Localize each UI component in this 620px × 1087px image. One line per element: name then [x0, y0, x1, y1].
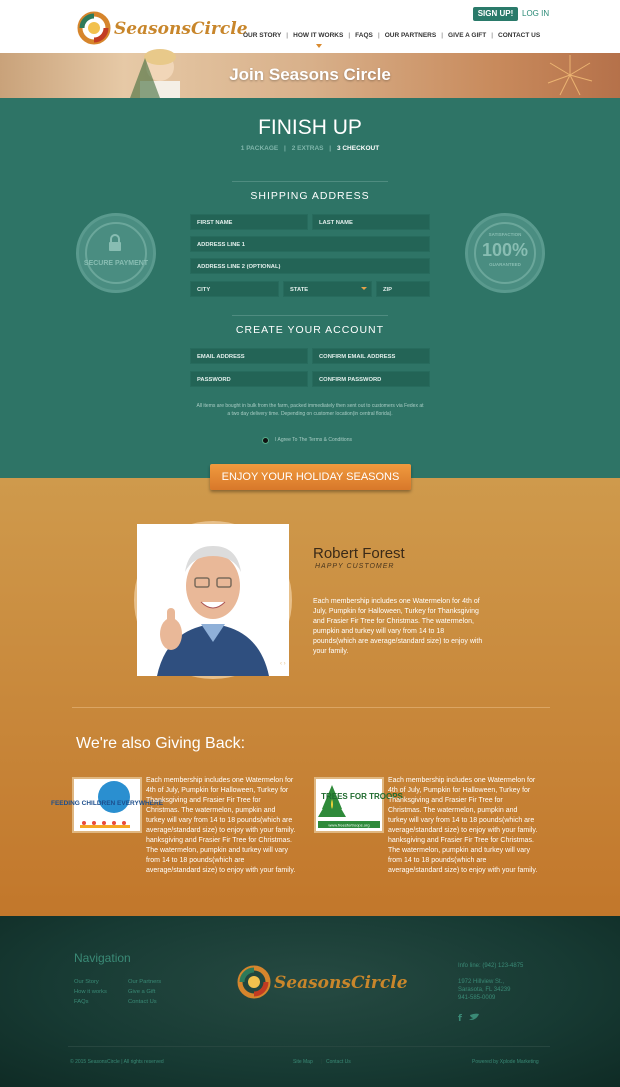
section-divider [72, 707, 550, 708]
terms-label[interactable]: I Agree To The Terms & Conditions [275, 437, 352, 443]
footer-link-our-partners[interactable]: Our Partners [128, 979, 162, 985]
secure-payment-label: SECURE PAYMENT [83, 260, 149, 267]
footer-separator: | [321, 1059, 323, 1065]
footer-nav-title: Navigation [74, 951, 131, 965]
nav-separator: | [491, 32, 494, 39]
terms-radio[interactable] [262, 437, 269, 444]
footer-link-our-story[interactable]: Our Story [74, 979, 99, 985]
nav-active-indicator-icon [316, 44, 322, 48]
logo-text: SeasonsCircle [114, 19, 248, 39]
footer-link-contact-us[interactable]: Contact Us [128, 999, 157, 1005]
nav-faqs[interactable]: FAQS [355, 32, 373, 39]
testimonial-name: Robert Forest [313, 545, 405, 562]
first-name-field[interactable]: FIRST NAME [190, 214, 308, 230]
address-line-1-field[interactable]: ADDRESS LINE 1 [190, 236, 430, 252]
testimonial-text: Each membership includes one Watermelon for 4th of July, Pumpkin for Halloween, Turkey for Thanksgiving and Frasier Fir Tree for Christmas. The watermelon, pumpkin and turkey will vary from 14 to 18 pounds(which are average/standard size) to enjoy with your family. [313, 598, 483, 655]
address-line-2-field[interactable]: ADDRESS LINE 2 (OPTIONAL) [190, 258, 430, 274]
feeding-children-logo[interactable] [50, 777, 164, 833]
badge-ring [85, 222, 147, 284]
signup-button[interactable]: SIGN UP! [473, 7, 518, 21]
account-title: CREATE YOUR ACCOUNT [235, 324, 385, 336]
twitter-icon[interactable] [469, 1014, 479, 1020]
giving-text-1: Each membership includes one Watermelon for 4th of July, Pumpkin for Halloween, Turkey for Thanksgiving and Frasier Fir Tree for Christmas. The watermelon, pumpkin and turkey will vary from 14 to 18 pounds(which are average/standard size) to enjoy with your family. hanksgiving and Frasier Fir Tree for Christmas. The watermelon, pumpkin and turkey will vary from 14 to 18 pounds(which are average/standard size) to enjoy with your family. [146, 777, 296, 874]
section-divider [232, 315, 388, 316]
feeding-children-logo-text: FEEDING CHILDREN EVERYWHERE [50, 800, 164, 807]
testimonial-photo [134, 521, 292, 679]
last-name-field[interactable]: LAST NAME [312, 214, 430, 230]
delivery-note: All items are bought in bulk from the farm, packed immediately then sent out to customers via Fedex at a two day delivery time. Depending on customer location(in central florida). [196, 403, 424, 417]
nav-our-partners[interactable]: OUR PARTNERS [384, 32, 437, 39]
site-logo[interactable] [76, 10, 248, 46]
trees-for-troops-url: www.freesfortroops.org [328, 822, 370, 828]
confirm-password-field[interactable]: CONFIRM PASSWORD [312, 371, 430, 387]
nav-separator: | [377, 32, 380, 39]
secure-payment-badge [76, 213, 156, 293]
checkout-title: FINISH UP [258, 116, 362, 139]
nav-separator: | [441, 32, 444, 39]
customer-portrait-image [137, 524, 289, 676]
main-nav [243, 32, 540, 42]
state-select[interactable]: STATE [283, 281, 372, 297]
state-dropdown-arrow-icon[interactable] [361, 287, 367, 290]
testimonial-role: HAPPY CUSTOMER [315, 563, 395, 570]
shipping-title: SHIPPING ADDRESS [250, 190, 370, 202]
step-package[interactable]: 1 PACKAGE [240, 145, 279, 152]
hero-banner [0, 53, 620, 98]
site-header [0, 0, 620, 53]
footer-link-how-it-works[interactable]: How it works [74, 989, 107, 995]
footer-copyright: © 2015 SeasonsCircle | All rights reserved [70, 1059, 164, 1065]
nav-how-it-works[interactable]: HOW IT WORKS [293, 32, 344, 39]
step-separator: | [329, 145, 332, 152]
footer-logo-swirl-icon [236, 964, 272, 1000]
giving-text-2: Each membership includes one Watermelon for 4th of July, Pumpkin for Halloween, Turkey for Thanksgiving and Frasier Fir Tree for Christmas. The watermelon, pumpkin and turkey will vary from 14 to 18 pounds(which are average/standard size) to enjoy with your family. hanksgiving and Frasier Fir Tree for Christmas. The watermelon, pumpkin and turkey will vary from 14 to 18 pounds(which are average/standard size) to enjoy with your family. [388, 777, 538, 874]
facebook-icon[interactable]: f [458, 1014, 462, 1024]
step-extras[interactable]: 2 EXTRAS [291, 145, 324, 152]
footer-sitemap-link[interactable]: Site Map [293, 1059, 313, 1065]
footer-address-1: 1972 Hillview St., [458, 979, 505, 985]
footer-phone: 941-585-0009 [458, 995, 496, 1001]
trees-for-troops-logo[interactable] [314, 777, 403, 833]
footer-divider [68, 1046, 550, 1047]
login-link[interactable]: LOG IN [522, 9, 550, 18]
logo-swirl-icon [76, 10, 112, 46]
section-divider [232, 181, 388, 182]
footer-link-give-a-gift[interactable]: Give a Gift [128, 989, 156, 995]
step-checkout[interactable]: 3 CHECKOUT [336, 145, 380, 152]
step-separator: | [284, 145, 286, 152]
feeding-children-logo-image [50, 779, 164, 831]
checkout-steps [0, 145, 620, 152]
footer-info-line: Info line: (942) 123-4875 [458, 963, 524, 969]
guaranteed-label: GUARANTEED [489, 262, 521, 267]
giving-back-title: We're also Giving Back: [76, 735, 246, 752]
footer-logo[interactable] [236, 964, 408, 1000]
trees-for-troops-logo-image [316, 779, 403, 831]
testimonial-pager-icon[interactable]: ‹ › [280, 661, 286, 667]
footer-contact-link[interactable]: Contact Us [326, 1059, 351, 1065]
banner-title: Join Seasons Circle [229, 65, 391, 84]
nav-separator: | [348, 32, 351, 39]
email-field[interactable]: EMAIL ADDRESS [190, 348, 308, 364]
trees-for-troops-logo-text: TREES FOR TROOPS [321, 792, 403, 801]
footer-logo-text: SeasonsCircle [274, 973, 408, 993]
zip-field[interactable]: ZIP [376, 281, 430, 297]
nav-contact-us[interactable]: CONTACT US [498, 32, 541, 39]
lock-icon [107, 234, 123, 252]
enjoy-holiday-seasons-button[interactable]: ENJOY YOUR HOLIDAY SEASONS [210, 464, 411, 490]
nav-give-a-gift[interactable]: GIVE A GIFT [448, 32, 487, 39]
footer-address-2: Sarasota, FL 34239 [458, 987, 511, 993]
satisfaction-badge [465, 213, 545, 293]
satisfaction-percent: 100% [481, 240, 529, 260]
social-icons [458, 1012, 482, 1022]
city-field[interactable]: CITY [190, 281, 279, 297]
confirm-email-field[interactable]: CONFIRM EMAIL ADDRESS [312, 348, 430, 364]
footer-link-faqs[interactable]: FAQs [74, 999, 89, 1005]
nav-our-story[interactable]: OUR STORY [243, 32, 282, 39]
terms-agreement[interactable] [262, 436, 352, 444]
nav-separator: | [286, 32, 289, 39]
password-field[interactable]: PASSWORD [190, 371, 308, 387]
footer-powered-by[interactable]: Powered by Xplode Marketing [472, 1059, 539, 1065]
satisfaction-label: SATISFACTION [488, 232, 522, 237]
